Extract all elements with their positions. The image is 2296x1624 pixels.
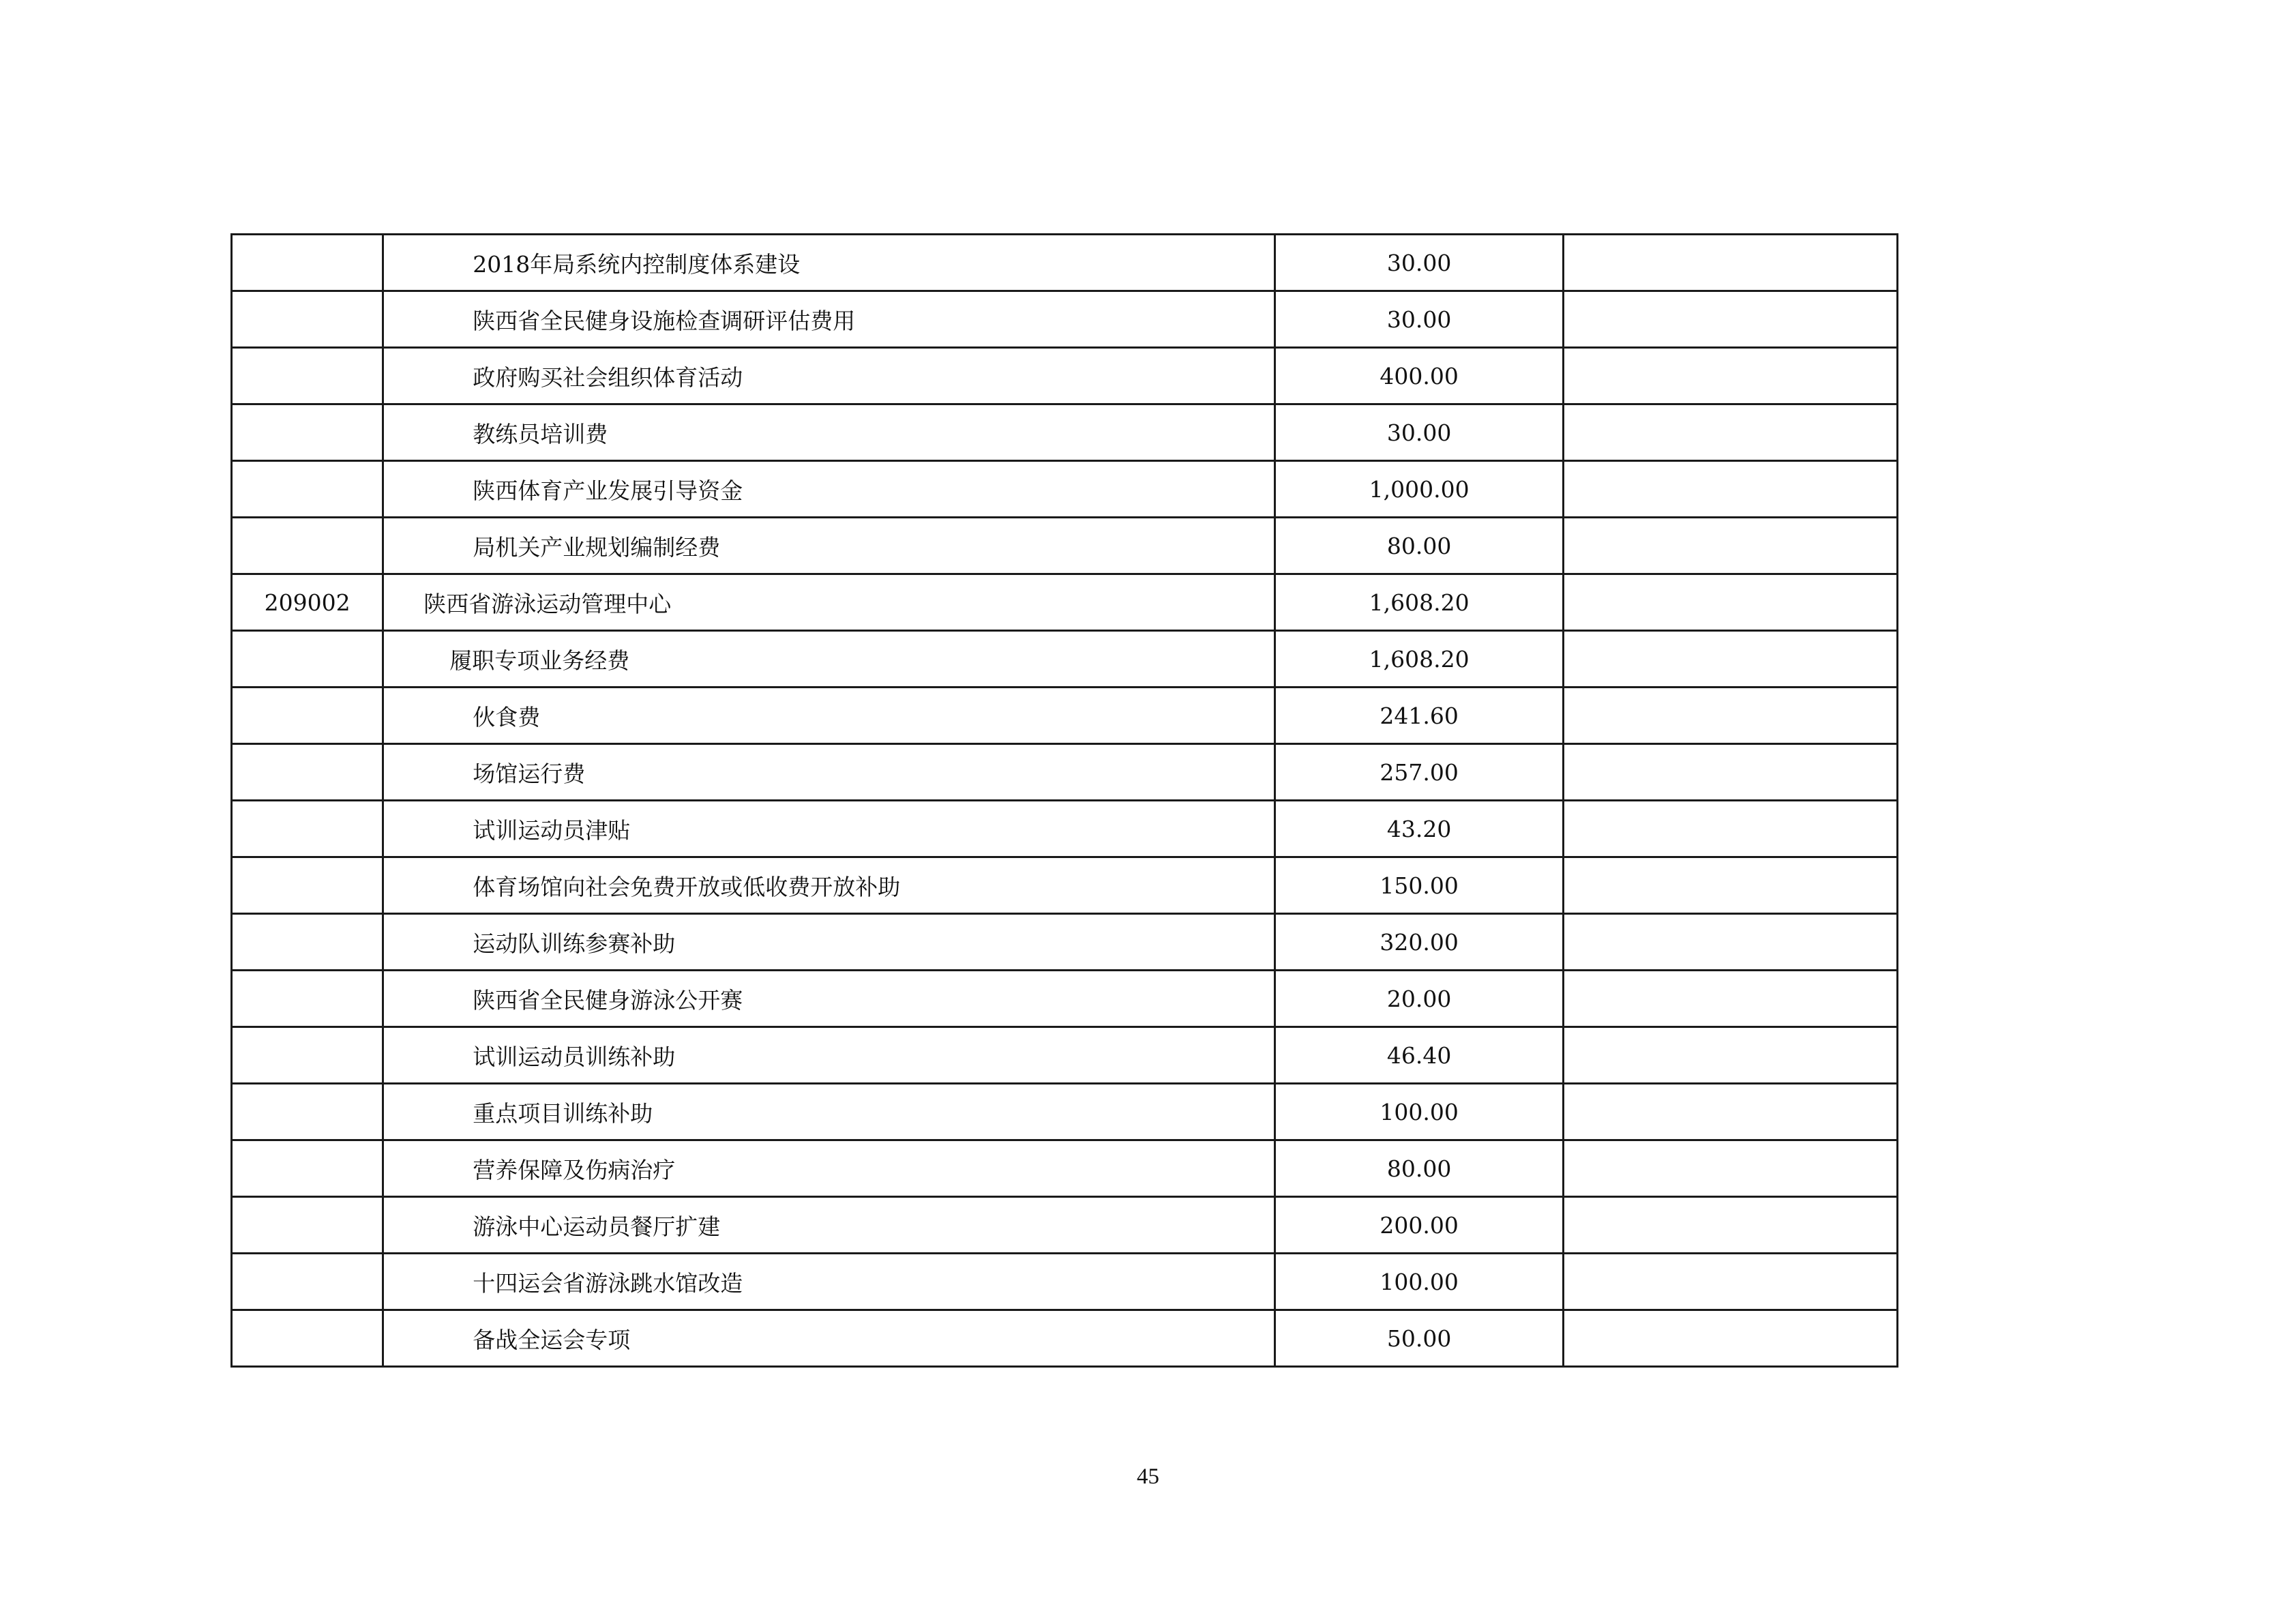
item-name-cell: 局机关产业规划编制经费 — [383, 518, 1275, 574]
table-row — [232, 518, 1898, 574]
amount-cell: 46.40 — [1274, 1027, 1564, 1084]
item-name-cell: 教练员培训费 — [383, 404, 1275, 461]
amount-cell: 200.00 — [1274, 1197, 1564, 1254]
item-name-cell: 重点项目训练补助 — [383, 1084, 1275, 1140]
note-cell — [1564, 1027, 1898, 1084]
table-row — [232, 461, 1898, 518]
unit-code-cell — [232, 1254, 383, 1310]
table-row — [232, 1084, 1898, 1140]
unit-code-cell — [232, 914, 383, 971]
unit-code-cell — [232, 348, 383, 404]
amount-cell: 1,000.00 — [1274, 461, 1564, 518]
amount-cell: 20.00 — [1274, 971, 1564, 1027]
item-name-cell: 政府购买社会组织体育活动 — [383, 348, 1275, 404]
amount-cell: 80.00 — [1274, 518, 1564, 574]
unit-code-cell — [232, 1310, 383, 1367]
table-row — [232, 1310, 1898, 1367]
amount-cell: 50.00 — [1274, 1310, 1564, 1367]
item-name-cell: 试训运动员津贴 — [383, 801, 1275, 857]
table-row — [232, 348, 1898, 404]
note-cell — [1564, 1140, 1898, 1197]
unit-code-cell — [232, 801, 383, 857]
table-row — [232, 1027, 1898, 1084]
amount-cell: 43.20 — [1274, 801, 1564, 857]
note-cell — [1564, 291, 1898, 348]
unit-code-cell — [232, 744, 383, 801]
item-name-cell: 场馆运行费 — [383, 744, 1275, 801]
amount-cell: 30.00 — [1274, 291, 1564, 348]
note-cell — [1564, 574, 1898, 631]
unit-code-cell: 209002 — [232, 574, 383, 631]
note-cell — [1564, 518, 1898, 574]
item-name-cell: 游泳中心运动员餐厅扩建 — [383, 1197, 1275, 1254]
amount-cell: 1,608.20 — [1274, 574, 1564, 631]
unit-code-cell — [232, 1140, 383, 1197]
table-row — [232, 574, 1898, 631]
unit-code-cell — [232, 1197, 383, 1254]
unit-code-cell — [232, 235, 383, 291]
item-name-cell: 陕西省游泳运动管理中心 — [383, 574, 1275, 631]
table-row — [232, 857, 1898, 914]
amount-cell: 400.00 — [1274, 348, 1564, 404]
item-name-cell: 运动队训练参赛补助 — [383, 914, 1275, 971]
note-cell — [1564, 404, 1898, 461]
table-row — [232, 801, 1898, 857]
item-name-cell: 2018年局系统内控制度体系建设 — [383, 235, 1275, 291]
unit-code-cell — [232, 1027, 383, 1084]
item-name-cell: 陕西体育产业发展引导资金 — [383, 461, 1275, 518]
amount-cell: 241.60 — [1274, 688, 1564, 744]
item-name-cell: 履职专项业务经费 — [383, 631, 1275, 688]
note-cell — [1564, 914, 1898, 971]
table-row — [232, 971, 1898, 1027]
item-name-cell: 备战全运会专项 — [383, 1310, 1275, 1367]
note-cell — [1564, 688, 1898, 744]
note-cell — [1564, 1254, 1898, 1310]
amount-cell: 30.00 — [1274, 235, 1564, 291]
note-cell — [1564, 1310, 1898, 1367]
item-name-cell: 试训运动员训练补助 — [383, 1027, 1275, 1084]
table-row — [232, 1140, 1898, 1197]
unit-code-cell — [232, 461, 383, 518]
table-row — [232, 1254, 1898, 1310]
unit-code-cell — [232, 857, 383, 914]
unit-code-cell — [232, 291, 383, 348]
amount-cell: 320.00 — [1274, 914, 1564, 971]
note-cell — [1564, 461, 1898, 518]
note-cell — [1564, 801, 1898, 857]
note-cell — [1564, 1197, 1898, 1254]
note-cell — [1564, 971, 1898, 1027]
unit-code-cell — [232, 404, 383, 461]
table-row — [232, 914, 1898, 971]
note-cell — [1564, 235, 1898, 291]
item-name-cell: 陕西省全民健身设施检查调研评估费用 — [383, 291, 1275, 348]
table-row — [232, 1197, 1898, 1254]
note-cell — [1564, 1084, 1898, 1140]
item-name-cell: 伙食费 — [383, 688, 1275, 744]
table-row — [232, 404, 1898, 461]
amount-cell: 150.00 — [1274, 857, 1564, 914]
amount-cell: 1,608.20 — [1274, 631, 1564, 688]
note-cell — [1564, 744, 1898, 801]
note-cell — [1564, 348, 1898, 404]
unit-code-cell — [232, 518, 383, 574]
amount-cell: 100.00 — [1274, 1084, 1564, 1140]
table-row — [232, 744, 1898, 801]
budget-table — [230, 233, 1898, 1368]
table-row — [232, 235, 1898, 291]
unit-code-cell — [232, 631, 383, 688]
item-name-cell: 体育场馆向社会免费开放或低收费开放补助 — [383, 857, 1275, 914]
page-number: 45 — [1137, 1464, 1159, 1489]
unit-code-cell — [232, 971, 383, 1027]
item-name-cell: 十四运会省游泳跳水馆改造 — [383, 1254, 1275, 1310]
table-row — [232, 291, 1898, 348]
unit-code-cell — [232, 688, 383, 744]
item-name-cell: 营养保障及伤病治疗 — [383, 1140, 1275, 1197]
note-cell — [1564, 631, 1898, 688]
table-row — [232, 631, 1898, 688]
amount-cell: 80.00 — [1274, 1140, 1564, 1197]
amount-cell: 30.00 — [1274, 404, 1564, 461]
table-row — [232, 688, 1898, 744]
unit-code-cell — [232, 1084, 383, 1140]
amount-cell: 100.00 — [1274, 1254, 1564, 1310]
amount-cell: 257.00 — [1274, 744, 1564, 801]
item-name-cell: 陕西省全民健身游泳公开赛 — [383, 971, 1275, 1027]
note-cell — [1564, 857, 1898, 914]
